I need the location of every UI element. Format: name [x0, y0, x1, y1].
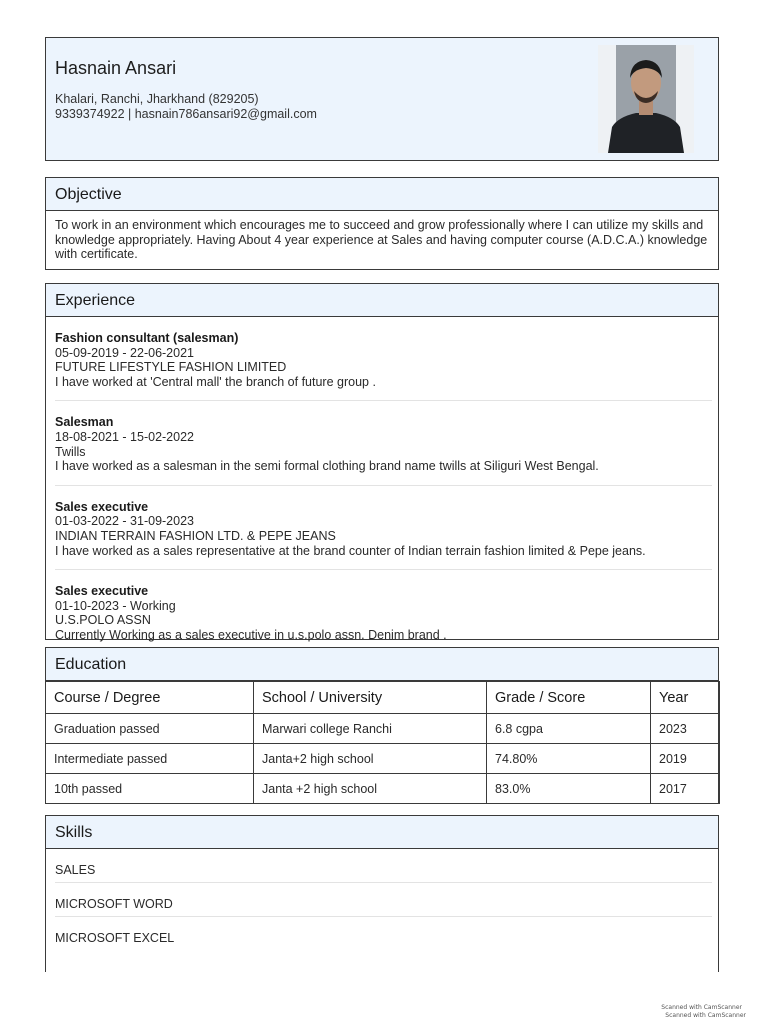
table-cell: Marwari college Ranchi: [254, 714, 487, 744]
job-description: I have worked as a salesman in the semi formal clothing brand name twills at Siliguri West Bengal.: [55, 459, 599, 474]
education-section: [45, 647, 719, 803]
job-description: Currently Working as a sales executive in u.s.polo assn. Denim brand .: [55, 627, 447, 642]
table-header-row: [46, 682, 720, 714]
objective-section: [45, 177, 719, 270]
column-header: School / University: [254, 682, 487, 714]
job-title: Salesman: [55, 415, 114, 430]
column-header: Grade / Score: [487, 682, 651, 714]
skill-item: MICROSOFT EXCEL: [55, 931, 175, 945]
candidate-address: Khalari, Ranchi, Jharkhand (829205): [55, 92, 259, 106]
table-cell: Janta +2 high school: [254, 774, 487, 804]
experience-item: [55, 317, 712, 401]
job-company: FUTURE LIFESTYLE FASHION LIMITED: [55, 360, 287, 375]
job-title: Fashion consultant (salesman): [55, 331, 239, 345]
experience-item: [55, 401, 712, 485]
person-photo-icon: [598, 45, 694, 153]
experience-item: [55, 570, 712, 653]
table-cell: 74.80%: [487, 744, 651, 774]
experience-item: [55, 486, 712, 570]
job-company: Twills: [55, 444, 86, 459]
experience-heading: Experience: [46, 284, 718, 317]
job-company: INDIAN TERRAIN FASHION LTD. & PEPE JEANS: [55, 528, 336, 543]
candidate-contact: 9339374922 | hasnain786ansari92@gmail.com: [55, 107, 317, 121]
skills-heading: Skills: [46, 816, 718, 849]
table-cell: 10th passed: [46, 774, 254, 804]
table-cell: 2019: [651, 744, 720, 774]
scanner-watermark: Scanned with CamScanner: [661, 1004, 742, 1011]
table-cell: 83.0%: [487, 774, 651, 804]
education-table: [45, 681, 720, 804]
table-cell: Graduation passed: [46, 714, 254, 744]
objective-heading: Objective: [46, 178, 718, 211]
table-row: [46, 714, 720, 744]
objective-text: To work in an environment which encourages me to succeed and grow professionally where I can utilize my skills and knowledge appropriately. Having About 4 year experience at Sales and having computer course (A.D.C.A.) knowledge with certificate.: [55, 218, 708, 261]
skill-item: MICROSOFT WORD: [55, 883, 712, 917]
candidate-name: Hasnain Ansari: [55, 58, 177, 78]
job-dates: 18-08-2021 - 15-02-2022: [55, 429, 194, 444]
table-cell: 6.8 cgpa: [487, 714, 651, 744]
scanner-watermark: Scanned with CamScanner: [665, 1012, 746, 1019]
job-dates: 05-09-2019 - 22-06-2021: [55, 345, 194, 360]
table-cell: 2023: [651, 714, 720, 744]
skill-item: SALES: [55, 849, 712, 883]
job-dates: 01-03-2022 - 31-09-2023: [55, 514, 194, 529]
job-description: I have worked at 'Central mall' the branch of future group .: [55, 374, 376, 389]
column-header: Course / Degree: [46, 682, 254, 714]
job-title: Sales executive: [55, 499, 149, 514]
job-title: Sales executive: [55, 584, 149, 599]
experience-list: [46, 317, 718, 654]
table-cell: Intermediate passed: [46, 744, 254, 774]
table-row: [46, 774, 720, 804]
column-header: Year: [651, 682, 720, 714]
education-heading: Education: [46, 648, 718, 681]
profile-photo: [598, 45, 694, 153]
job-description: I have worked as a sales representative at the brand counter of Indian terrain fashion limited & Pepe jeans.: [55, 543, 646, 558]
table-row: [46, 744, 720, 774]
header-section: [45, 37, 719, 161]
skills-section: [45, 815, 719, 972]
table-cell: 2017: [651, 774, 720, 804]
job-company: U.S.POLO ASSN: [55, 613, 151, 628]
experience-section: [45, 283, 719, 640]
job-dates: 01-10-2023 - Working: [55, 598, 176, 613]
table-cell: Janta+2 high school: [254, 744, 487, 774]
